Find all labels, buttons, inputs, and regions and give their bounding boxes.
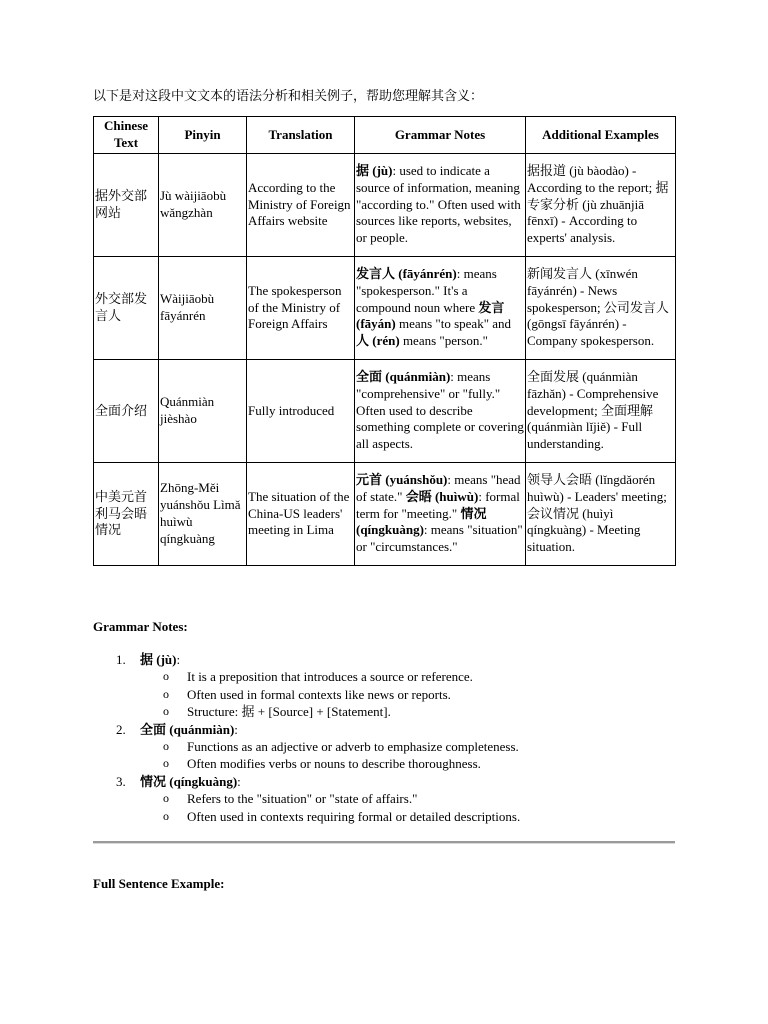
cell-chinese-text: 据外交部网站 xyxy=(94,154,159,257)
cell-pinyin: Quánmiàn jièshào xyxy=(159,360,247,463)
note-number: 2. xyxy=(116,721,126,737)
horizontal-rule xyxy=(93,841,675,844)
cell-grammar-notes xyxy=(355,154,526,257)
grammar-note-item xyxy=(93,773,693,825)
grammar-term: 人 (rén) xyxy=(356,333,400,349)
header-additional-examples: Additional Examples xyxy=(526,117,676,154)
cell-pinyin: Jù wàijiāobù wǎngzhàn xyxy=(159,154,247,257)
note-colon: : xyxy=(234,721,238,737)
vocabulary-table xyxy=(93,116,676,566)
note-term: 情况 (qíngkuàng) xyxy=(140,773,238,789)
bullet-marker: o xyxy=(163,756,169,771)
grammar-text: : means "situation" or "circumstances." xyxy=(356,522,523,555)
grammar-notes-heading: Grammar Notes: xyxy=(93,619,188,634)
grammar-notes-list xyxy=(93,651,693,825)
table-row xyxy=(94,360,676,463)
cell-pinyin: Zhōng-Měi yuánshǒu Lìmǎ huìwù qíngkuàng xyxy=(159,463,247,566)
cell-additional-examples: 领导人会晤 (lǐngdǎorén huìwù) - Leaders' meeting; 会议情况 (huìyì qíngkuàng) - Meeting situation. xyxy=(526,463,676,566)
grammar-term: 情况 (qíngkuàng) xyxy=(356,505,487,538)
cell-pinyin: Wàijiāobù fāyánrén xyxy=(159,257,247,360)
grammar-text: means "person." xyxy=(399,333,488,349)
grammar-note-item xyxy=(93,651,693,721)
table-header-row xyxy=(94,117,676,154)
header-translation: Translation xyxy=(247,117,355,154)
note-bullet-list xyxy=(140,668,693,720)
table-row xyxy=(94,463,676,566)
note-colon: : xyxy=(176,652,181,667)
table-row xyxy=(94,257,676,360)
bullet-text: Often modifies verbs or nouns to describe thoroughness. xyxy=(187,756,481,772)
cell-additional-examples: 全面发展 (quánmiàn fāzhǎn) - Comprehensive development; 全面理解 (quánmiàn lǐjiě) - Full understanding. xyxy=(526,360,676,463)
note-bullet-list xyxy=(140,790,693,825)
grammar-text: : means "head of state." xyxy=(356,472,521,504)
table-body xyxy=(94,154,676,566)
bullet-text: Often used in formal contexts like news or reports. xyxy=(187,686,451,702)
note-colon: : xyxy=(237,773,241,789)
table-row xyxy=(94,154,676,257)
grammar-text: : means "comprehensive" or "fully." Often used to describe something complete or covering all aspects. xyxy=(356,369,524,452)
grammar-term: 全面 (quánmiàn) xyxy=(356,369,451,384)
note-term: 据 (jù) xyxy=(140,652,177,667)
intro-text: 以下是对这段中文文本的语法分析和相关例子，帮助您理解其含义： xyxy=(93,88,484,103)
cell-chinese-text: 中美元首利马会晤情况 xyxy=(94,463,159,566)
note-number: 1. xyxy=(116,652,126,667)
grammar-term: 据 (jù) xyxy=(356,163,393,178)
bullet-text: Functions as an adjective or adverb to emphasize completeness. xyxy=(187,739,519,755)
cell-grammar-notes xyxy=(355,463,526,566)
cell-chinese-text: 全面介绍 xyxy=(94,360,159,463)
bullet-marker: o xyxy=(163,791,169,806)
bullet-marker: o xyxy=(163,686,169,701)
bullet-text: It is a preposition that introduces a source or reference. xyxy=(187,669,473,685)
bullet-text: Refers to the "situation" or "state of affairs." xyxy=(187,791,418,807)
note-number: 3. xyxy=(116,773,126,789)
cell-translation: The situation of the China-US leaders' meeting in Lima xyxy=(247,463,355,566)
cell-additional-examples: 新闻发言人 (xīnwén fāyánrén) - News spokesperson; 公司发言人 (gōngsī fāyánrén) - Company spokesperson. xyxy=(526,257,676,360)
bullet-marker: o xyxy=(163,669,169,684)
grammar-term: 发言 (fāyán) xyxy=(356,299,505,332)
note-bullet xyxy=(140,738,693,755)
cell-translation: Fully introduced xyxy=(247,360,355,463)
header-grammar-notes: Grammar Notes xyxy=(355,117,526,154)
grammar-term: 元首 (yuánshǒu) xyxy=(356,472,448,487)
cell-translation: According to the Ministry of Foreign Affairs website xyxy=(247,154,355,257)
cell-additional-examples: 据报道 (jù bàodào) - According to the report; 据专家分析 (jù zhuānjiā fēnxī) - According to experts' analysis. xyxy=(526,154,676,257)
grammar-text: : formal term for "meeting." xyxy=(356,488,520,521)
grammar-term: 会晤 (huìwù) xyxy=(405,488,479,504)
bullet-marker: o xyxy=(163,808,169,823)
bullet-text: Structure: 据 + [Source] + [Statement]. xyxy=(187,704,391,720)
cell-translation: The spokesperson of the Ministry of Foreign Affairs xyxy=(247,257,355,360)
note-bullet xyxy=(140,703,693,720)
bullet-marker: o xyxy=(163,704,169,719)
cell-grammar-notes xyxy=(355,257,526,360)
note-term: 全面 (quánmiàn) xyxy=(140,721,235,737)
full-sentence-heading: Full Sentence Example: xyxy=(93,876,225,891)
header-pinyin: Pinyin xyxy=(159,117,247,154)
note-bullet xyxy=(140,790,693,807)
note-bullet xyxy=(140,808,693,825)
grammar-text: : means "spokesperson." It's a compound noun where xyxy=(356,266,497,315)
cell-grammar-notes xyxy=(355,360,526,463)
grammar-note-item xyxy=(93,721,693,773)
grammar-text: : used to indicate a source of information, meaning "according to." Often used with sources like reports, websites, or people. xyxy=(356,163,521,246)
bullet-text: Often used in contexts requiring formal or detailed descriptions. xyxy=(187,808,521,824)
note-bullet xyxy=(140,755,693,772)
grammar-text: means "to speak" and xyxy=(395,316,512,332)
note-bullet xyxy=(140,686,693,703)
grammar-term: 发言人 (fāyánrén) xyxy=(356,266,457,281)
header-chinese-text: Chinese Text xyxy=(94,117,159,154)
note-bullet-list xyxy=(140,738,693,773)
cell-chinese-text: 外交部发言人 xyxy=(94,257,159,360)
bullet-marker: o xyxy=(163,739,169,754)
note-bullet xyxy=(140,668,693,685)
